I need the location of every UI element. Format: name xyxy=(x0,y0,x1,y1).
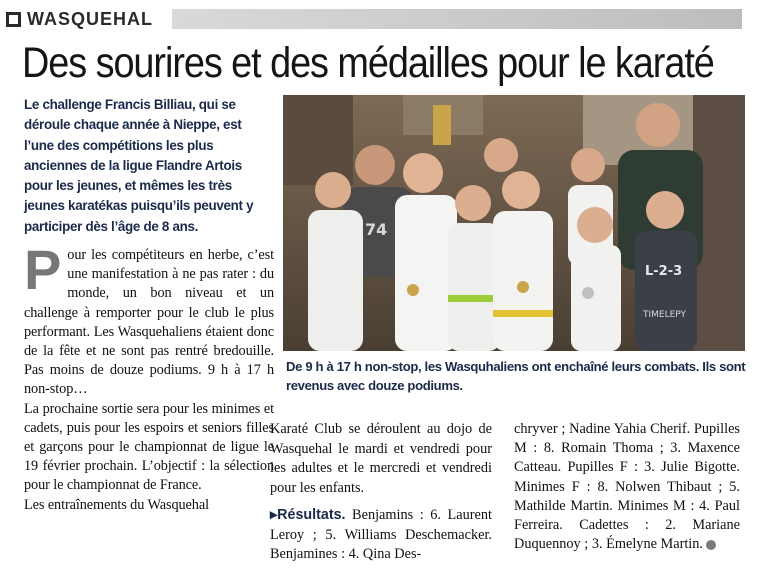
body-paragraph-3: Les entraînements du Wasquehal xyxy=(24,496,209,513)
rubric-bar xyxy=(172,9,742,29)
article-column-1 xyxy=(24,238,274,515)
shirt-print-2: TIMELEPY xyxy=(643,310,687,320)
lede-paragraph: Le challenge Francis Billiau, qui se déroule chaque année à Nieppe, est l’une des compétitions les plus anciennes de la ligue Flandre Artois pour les jeunes, et mêmes les très jeunes karatékas puisqu’ils peuvent y participer dès l’âge de 8 ans. xyxy=(24,97,254,234)
rubric-label: WASQUEHAL xyxy=(27,8,153,29)
body-paragraph-4: Karaté Club se déroulent au dojo de Wasquehal le mardi et vendredi pour les adultes et le mercredi et vendredi pour les enfants. xyxy=(270,421,492,496)
photo-caption: De 9 h à 17 h non-stop, les Wasquhaliens ont enchaîné leurs combats. Ils sont revenus avec douze podiums. xyxy=(286,359,746,393)
shirt-print-1: L-2-3 xyxy=(645,264,683,279)
body-paragraph-2: La prochaine sortie sera pour les minimes et cadets, puis pour les espoirs et seniors filles et garçons pour le championnat de ligue le 19 février prochain. L’objectif : la sélection pour le championnat de France. xyxy=(24,400,274,494)
rubric-square-icon xyxy=(6,12,21,27)
body-paragraph-1: our les compétiteurs en herbe, c’est une manifestation à ne pas rater : du monde, un bon niveau et un challenge à remporter pour le club le plus performant. Les Wasquehaliens étaient donc de la fête et ne sont pas rentré bredouille. Pas moins de douze podiums. 9 h à 17 h non-stop… xyxy=(24,247,274,398)
section-rubric xyxy=(4,5,742,33)
article-column-3 xyxy=(514,420,740,554)
dropcap: P xyxy=(24,238,62,301)
team-photo xyxy=(283,95,745,351)
results-text-2: chryver ; Nadine Yahia Cherif. Pupilles M : 8. Romain Thoma ; 3. Maxence Catteau. Pupilles F : 3. Julie Bigotte. Minimes F : 8. Nolwen Thibaut ; 5. Mathilde Martin. Minimes M : 4. Paul Ferreira. Cadettes : 2. Mariane Duquennoy ; 3. Émelyne Martin. xyxy=(514,421,740,553)
end-mark-icon xyxy=(706,540,716,550)
photo-illustration xyxy=(283,95,745,351)
article-column-2 xyxy=(270,420,492,573)
results-paragraph-start xyxy=(270,506,492,565)
headline: Des sourires et des médailles pour le karaté xyxy=(22,39,714,87)
results-paragraph-end xyxy=(514,420,740,554)
results-label: ▸Résultats. xyxy=(270,507,346,523)
shirt-print-3: 74 xyxy=(365,220,388,239)
results-text-1: Benjamins : 6. Laurent Leroy ; 5. Williams Deschemacker. Benjamines : 4. Qina Des- xyxy=(270,507,492,562)
